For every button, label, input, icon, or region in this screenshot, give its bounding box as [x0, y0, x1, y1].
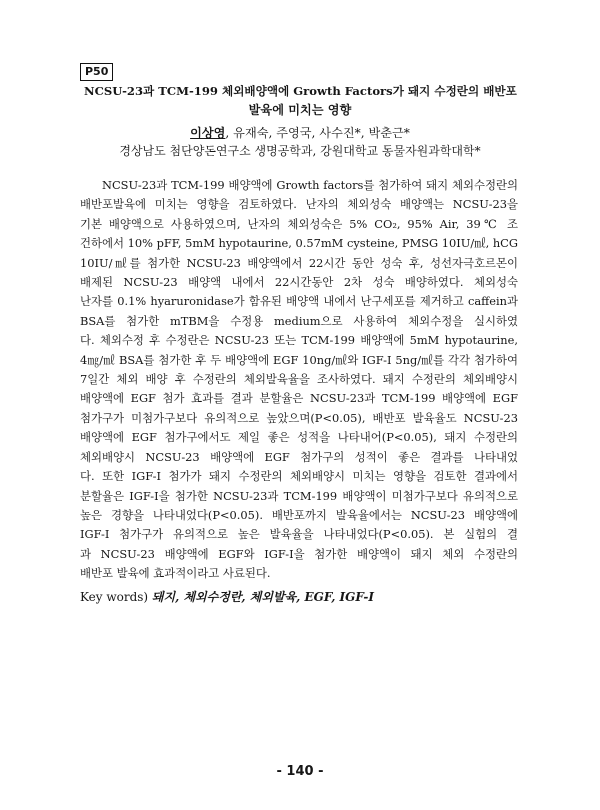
title-line: NCSU-23과 TCM-199 체외배양액에 Growth Factors가 돼지 수정란의 배반포	[84, 84, 517, 98]
abstract-line: IGF-I 첨가구가 유의적으로 높은 발육율을 나타내었다(P<0.05). 본 실험의 결	[80, 527, 518, 542]
abstract-line: 난자를 0.1% hyaruronidase가 함유된 배양액 내에서 난구세포를 제거하고 caffein과	[80, 294, 518, 309]
co-authors: , 유재숙, 주영국, 사수진*, 박춘근*	[225, 126, 410, 140]
abstract-line: 다. 또한 IGF-I 첨가가 돼지 수정란의 체외배양시 미치는 영향을 검토한 결과에서	[80, 469, 518, 484]
abstract-line: 배반포 발육에 효과적이라고 사료된다.	[80, 566, 271, 581]
abstract-line: 배양액에 EGF 첨가 효과를 결과 분할율은 NCSU-23과 TCM-199 배양액에 EGF	[80, 391, 518, 406]
author-list	[84, 124, 516, 142]
poster-tag: P50	[80, 63, 113, 81]
abstract-line: 체외배양시 NCSU-23 배양액에 EGF 첨가구의 성적이 좋은 결과를 나타내었	[80, 449, 518, 464]
abstract-line: 배양액에 EGF 첨가구에서도 제일 좋은 성적을 나타내어(P<0.05), 돼지 수정란의	[80, 430, 518, 445]
abstract-line: 높은 경향을 나타내었다(P<0.05). 배반포까지 발육율에서는 NCSU-23 배양액에	[80, 507, 518, 522]
title-line: 발육에 미치는 영향	[248, 103, 352, 117]
abstract-line: 첨가구가 미첨가구보다 유의적으로 높았으며(P<0.05), 배반포 발육율도 NCSU-23	[80, 410, 518, 425]
abstract-line: BSA를 첨가한 mTBM을 수정용 medium으로 사용하여 체외수정을 실시하였	[80, 313, 518, 328]
keywords	[80, 588, 520, 606]
presenting-author: 이상영	[190, 126, 226, 140]
page-number: - 140 -	[276, 764, 324, 779]
keywords-label: Key words)	[80, 590, 152, 604]
abstract-line: NCSU-23과 TCM-199 배양액에 Growth factors를 첨가하여 돼지 체외수정란의	[102, 178, 518, 192]
abstract-line: 7일간 체외 배양 후 수정란의 체외발육율을 조사하였다. 돼지 수정란의 체외배양시	[80, 372, 518, 387]
abstract-line: 분할율은 IGF-I을 첨가한 NCSU-23과 TCM-199 배양액이 미첨가구보다 유의적으로	[80, 488, 518, 503]
abstract-line: 배반포발육에 미치는 영향을 검토하였다. 난자의 체외성숙 배양액는 NCSU-23을	[80, 197, 518, 212]
abstract-line: 10IU/㎖를 첨가한 NCSU-23 배양액에서 22시간 동안 성숙 후, 성선자극호르몬이	[80, 255, 518, 270]
affiliation: 경상남도 첨단양돈연구소 생명공학과, 강원대학교 동물자원과학대학*	[119, 144, 481, 158]
abstract-line: 과 NCSU-23 배양액에 EGF와 IGF-I을 첨가한 배양액이 돼지 체외 수정란의	[80, 546, 518, 561]
keywords-terms: 돼지, 체외수정란, 체외발육, EGF, IGF-I	[151, 590, 374, 604]
abstract-line: 배제된 NCSU-23 배양액 내에서 22시간동안 2차 성숙 배양하였다. 체외성숙	[80, 275, 518, 290]
abstract-title	[84, 82, 516, 120]
abstract-line: 건하에서 10% pFF, 5mM hypotaurine, 0.57mM cysteine, PMSG 10IU/㎖, hCG	[80, 236, 518, 251]
abstract-line: 다. 체외수정 후 수정란은 NCSU-23 또는 TCM-199 배양액에 5mM hypotaurine,	[80, 333, 518, 348]
abstract-body	[80, 176, 518, 584]
abstract-line: 4㎎/㎖ BSA를 첨가한 후 두 배양액에 EGF 10ng/㎖와 IGF-I 5ng/㎖를 각각 첨가하여	[80, 352, 518, 367]
abstract-line: 기본 배양액으로 사용하였으며, 난자의 체외성숙은 5% CO₂, 95% Air, 39℃ 조	[80, 216, 518, 231]
